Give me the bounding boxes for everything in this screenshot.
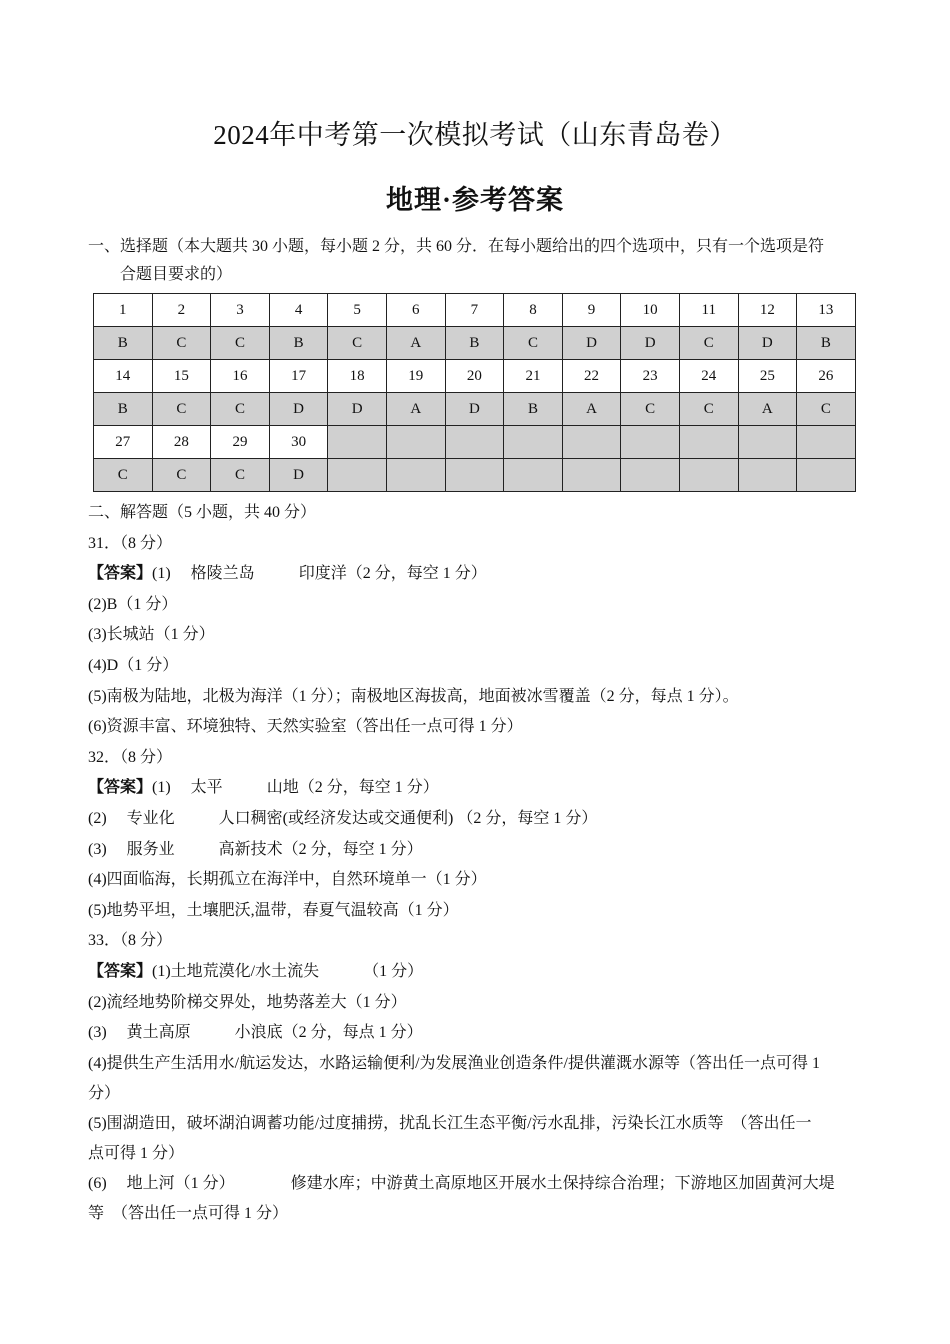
q33-answer-line4: (4)提供生产生活用水/航运发达，水路运输便利/为发展渔业创造条件/提供灌溉水源等（答出任一点可得 1 分）	[88, 1054, 820, 1102]
answer-table-cell	[621, 459, 680, 492]
answer-tag: 【答案】	[88, 565, 153, 583]
answer-table-cell: 21	[504, 360, 563, 393]
answer-table-row	[94, 459, 856, 492]
answer-table-cell: 24	[679, 360, 738, 393]
answer-table-row	[94, 360, 856, 393]
answer-table-cell: 7	[445, 294, 504, 327]
answer-table-cell: C	[211, 327, 270, 360]
answer-table-cell: 26	[797, 360, 856, 393]
answer-table-cell: 1	[94, 294, 153, 327]
q32-answer-line3: (3) 服务业 高新技术（2 分，每空 1 分）	[88, 840, 423, 858]
answer-table-cell: C	[211, 459, 270, 492]
answer-table-cell: D	[445, 393, 504, 426]
answer-table-row	[94, 426, 856, 459]
answer-table-cell	[504, 459, 563, 492]
answer-table-cell	[621, 426, 680, 459]
answer-table-cell: 11	[679, 294, 738, 327]
q32-answer-line4: (4)四面临海，长期孤立在海洋中，自然环境单一（1 分）	[88, 871, 487, 889]
answer-table-cell: 19	[386, 360, 445, 393]
answer-table-cell: 16	[211, 360, 270, 393]
answer-table-cell: C	[679, 327, 738, 360]
answer-table-cell: C	[152, 459, 211, 492]
answer-table-cell: 9	[562, 294, 621, 327]
q31-answer-line4: (4)D（1 分）	[88, 656, 179, 674]
answer-table-cell	[328, 459, 387, 492]
answer-table-cell: 13	[797, 294, 856, 327]
answer-table-cell: C	[504, 327, 563, 360]
answer-table-cell	[328, 426, 387, 459]
page-title: 2024年中考第一次模拟考试（山东青岛卷）	[213, 120, 737, 150]
answer-table-cell	[797, 426, 856, 459]
answer-table-cell	[679, 459, 738, 492]
answer-table-cell: 28	[152, 426, 211, 459]
section1-heading-line1: 一、选择题（本大题共 30 小题，每小题 2 分，共 60 分．在每小题给出的四个选项中，只有一个选项是符	[88, 238, 825, 255]
q33-answer-line5: (5)围湖造田，破坏湖泊调蓄功能/过度捕捞，扰乱长江生态平衡/污水乱排，污染长江水质等 （答出任一 点可得 1 分）	[88, 1114, 812, 1162]
answer-table-cell: B	[504, 393, 563, 426]
answer-table-cell	[562, 459, 621, 492]
answer-table-cell	[562, 426, 621, 459]
answer-table-cell: A	[738, 393, 797, 426]
answer-table-cell: 30	[269, 426, 328, 459]
q32-answer-line2: (2) 专业化 人口稠密(或经济发达或交通便利) （2 分，每空 1 分）	[88, 809, 598, 827]
answer-table-cell: B	[445, 327, 504, 360]
q31-answer-line2: (2)B（1 分）	[88, 595, 178, 613]
q32-answer-line5: (5)地势平坦，土壤肥沃,温带，春夏气温较高（1 分）	[88, 901, 459, 919]
answer-table-cell: D	[328, 393, 387, 426]
q31-answer-line3: (3)长城站（1 分）	[88, 626, 215, 644]
q32-label: 32．（8 分）	[88, 748, 173, 766]
answer-table-cell: A	[562, 393, 621, 426]
q33-answer-line1: 【答案】(1)土地荒漠化/水土流失 （1 分）	[88, 962, 424, 980]
answer-table-cell: 3	[211, 294, 270, 327]
answer-table-cell: 25	[738, 360, 797, 393]
answer-table-cell: 2	[152, 294, 211, 327]
answer-table-cell: A	[386, 327, 445, 360]
answer-table-row	[94, 294, 856, 327]
answer-table-cell: C	[797, 393, 856, 426]
answer-tag: 【答案】	[88, 962, 153, 980]
answer-table-cell: 10	[621, 294, 680, 327]
section1-heading-line2: 合题目要求的）	[120, 266, 233, 283]
answer-table-row	[94, 393, 856, 426]
answer-table-cell	[679, 426, 738, 459]
answer-table-cell: D	[269, 459, 328, 492]
answer-tag: 【答案】	[88, 779, 153, 797]
answer-table-cell: 22	[562, 360, 621, 393]
answer-table-cell: B	[94, 393, 153, 426]
answer-table-cell	[386, 459, 445, 492]
answer-table-cell: 4	[269, 294, 328, 327]
answer-table-cell: A	[386, 393, 445, 426]
answer-table-cell: 27	[94, 426, 153, 459]
answer-table-cell: 20	[445, 360, 504, 393]
answer-table-cell: C	[152, 393, 211, 426]
q33-answer-line6: (6) 地上河（1 分） 修建水库；中游黄土高原地区开展水土保持综合治理；下游地区加固黄河大堤 等 （答出任一点可得 1 分）	[88, 1174, 835, 1222]
answer-table-cell: 8	[504, 294, 563, 327]
section2	[88, 498, 863, 1229]
answer-table	[93, 293, 856, 492]
answer-table-cell	[797, 459, 856, 492]
q33-label: 33．（8 分）	[88, 932, 173, 950]
q33-answer-line2: (2)流经地势阶梯交界处，地势落差大（1 分）	[88, 993, 407, 1011]
answer-table-cell: 5	[328, 294, 387, 327]
q31-answer-line6: (6)资源丰富、环境独特、天然实验室（答出任一点可得 1 分）	[88, 718, 523, 736]
q32-answer-line1: 【答案】(1) 太平 山地（2 分，每空 1 分）	[88, 779, 439, 797]
answer-table-cell: C	[211, 393, 270, 426]
answer-table-cell: 15	[152, 360, 211, 393]
answer-table-cell	[738, 459, 797, 492]
answer-table-cell: B	[797, 327, 856, 360]
answer-table-cell: D	[621, 327, 680, 360]
answer-table-cell: C	[621, 393, 680, 426]
answer-table-cell: 29	[211, 426, 270, 459]
answer-table-cell: D	[562, 327, 621, 360]
answer-table-cell	[445, 459, 504, 492]
answer-table-cell	[738, 426, 797, 459]
answer-table-cell: 17	[269, 360, 328, 393]
answer-table-cell: D	[738, 327, 797, 360]
answer-table-cell: C	[328, 327, 387, 360]
q31-label: 31．（8 分）	[88, 534, 173, 552]
q33-answer-line3: (3) 黄土高原 小浪底（2 分，每点 1 分）	[88, 1024, 423, 1042]
answer-table-cell: C	[679, 393, 738, 426]
answer-table-cell: C	[152, 327, 211, 360]
answer-table-cell: D	[269, 393, 328, 426]
answer-table-cell: 14	[94, 360, 153, 393]
answer-table-row	[94, 327, 856, 360]
answer-table-cell	[386, 426, 445, 459]
answer-table-cell: B	[94, 327, 153, 360]
answer-table-cell: 6	[386, 294, 445, 327]
q31-answer-line5: (5)南极为陆地，北极为海洋（1 分）；南极地区海拔高，地面被冰雪覆盖（2 分，每点 1 分）。	[88, 687, 739, 705]
section1-heading	[88, 233, 868, 289]
answer-table-cell: C	[94, 459, 153, 492]
answer-table-cell: 12	[738, 294, 797, 327]
answer-table-cell: 23	[621, 360, 680, 393]
answer-table-cell	[504, 426, 563, 459]
section2-heading: 二、解答题（5 小题，共 40 分）	[88, 504, 317, 521]
answer-table-cell: 18	[328, 360, 387, 393]
page-subtitle: 地理·参考答案	[385, 185, 564, 215]
answer-table-cell: B	[269, 327, 328, 360]
q31-answer-line1: 【答案】(1) 格陵兰岛 印度洋（2 分，每空 1 分）	[88, 565, 487, 583]
answer-table-cell	[445, 426, 504, 459]
